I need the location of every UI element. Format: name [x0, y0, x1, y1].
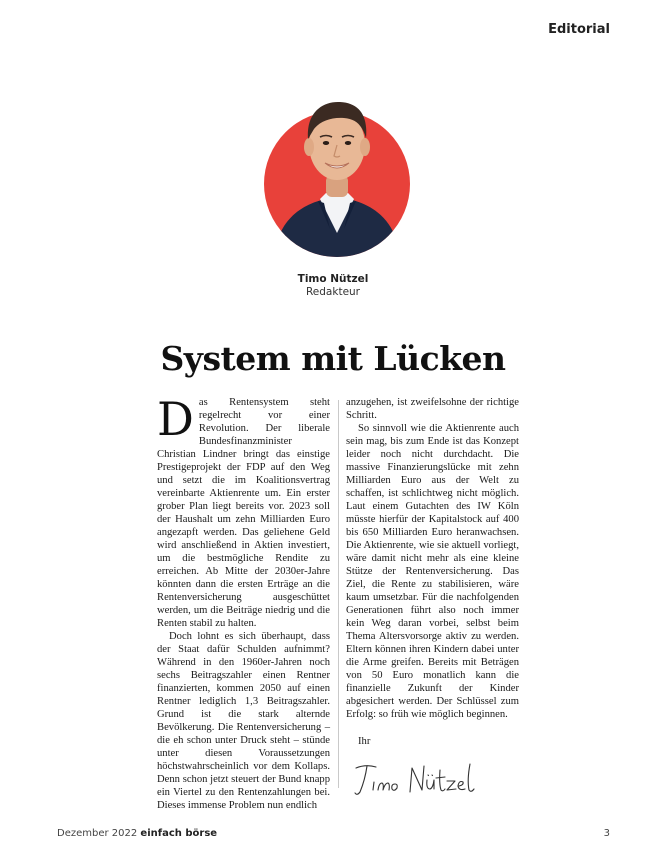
footer-date: Dezember 2022	[57, 828, 138, 839]
text-column-right	[346, 396, 519, 800]
author-credit	[0, 273, 666, 298]
author-name: Timo Nützel	[297, 273, 369, 285]
author-role: Redakteur	[305, 286, 360, 298]
closing-line: Ihr	[358, 736, 371, 747]
paragraph: Doch lohnt es sich überhaupt, dass der Staat dafür Schulden aufnimmt? Während in den 1960er-Jahren noch sechs Beitragszahler einen Rentner finanzierten, kommen 2050 auf einen Rentner lediglich 1,3 Beitragszahler. Grund ist die stark alternde Bevölkerung. Die Rentenversicherung – die eh schon unter Druck steht – stünde unter diesen Voraussetzungen höchstwahrscheinlich vor dem Kollaps. Denn schon jetzt steuert der Bund knapp ein Viertel zu den Rentenzahlungen bei. Dieses immense Problem nun endlich	[157, 631, 330, 811]
paragraph: So sinnvoll wie die Aktienrente auch sein mag, bis zum Ende ist das Konzept leider noch nicht durchdacht. Die massive Finanzierungslücke mit zehn Milliarden Euro aus der Welt zu schaffen, ist schlichtweg nicht möglich. Laut einem Gutachten des IW Köln müsste hierfür der Kapitalstock auf 400 bis 650 Milliarden Euro heranwachsen. Die Aktienrente, wie sie aktuell vorliegt, wäre damit nicht mehr als eine kleine Stütze der Rentenversicherung. Das Ziel, die Rente zu stabilisieren, wäre kaum umsetzbar. Für die nachfolgenden Generationen führt also noch immer kein Weg daran vorbei, selbst beim Thema Altersvorsorge aktiv zu werden. Eltern können ihren Kindern dabei unter die Arme greifen. Bereits mit Beträgen von 50 Euro monatlich kann die finanzielle Zukunft der Kinder abgesichert werden. Der Schlüssel zum Erfolg: so früh wie möglich beginnen.	[346, 423, 519, 720]
text-column-left	[157, 392, 330, 812]
paragraph: anzugehen, ist zweifelsohne der richtige Schritt.	[346, 397, 519, 421]
section-label: Editorial	[548, 22, 610, 37]
handwritten-signature	[352, 756, 482, 800]
footer-brand: einfach börse	[140, 828, 218, 839]
paragraph-text: as Rentensystem steht regelrecht vor einer Revolution. Der liberale Bundesfinanzminister Christian Lindner bringt das einstige Prestigeprojekt der FDP auf den Weg und setzt die im Koalitionsvertrag vereinbarte Aktienrente um. Ein erster grober Plan liegt bereits vor. 2023 soll der Haushalt um zehn Milliarden Euro angezapft werden. Das geliehene Geld wird anschließend in Aktien investiert, um die bestmögliche Rendite zu erreichen. Ab Mitte der 2030er-Jahre könnten dann die ersten Erträge an die Rentenversicherung ausgeschüttet werden, um die Beiträge niedrig und die Renten stabil zu halten.	[157, 397, 330, 629]
paragraph	[157, 392, 330, 630]
headline: System mit Lücken	[160, 339, 506, 378]
footer-issue	[57, 828, 217, 839]
author-portrait	[264, 83, 410, 257]
column-divider	[338, 400, 339, 788]
editorial-body	[157, 392, 522, 811]
drop-cap: D	[157, 392, 194, 446]
page-number: 3	[603, 828, 610, 839]
